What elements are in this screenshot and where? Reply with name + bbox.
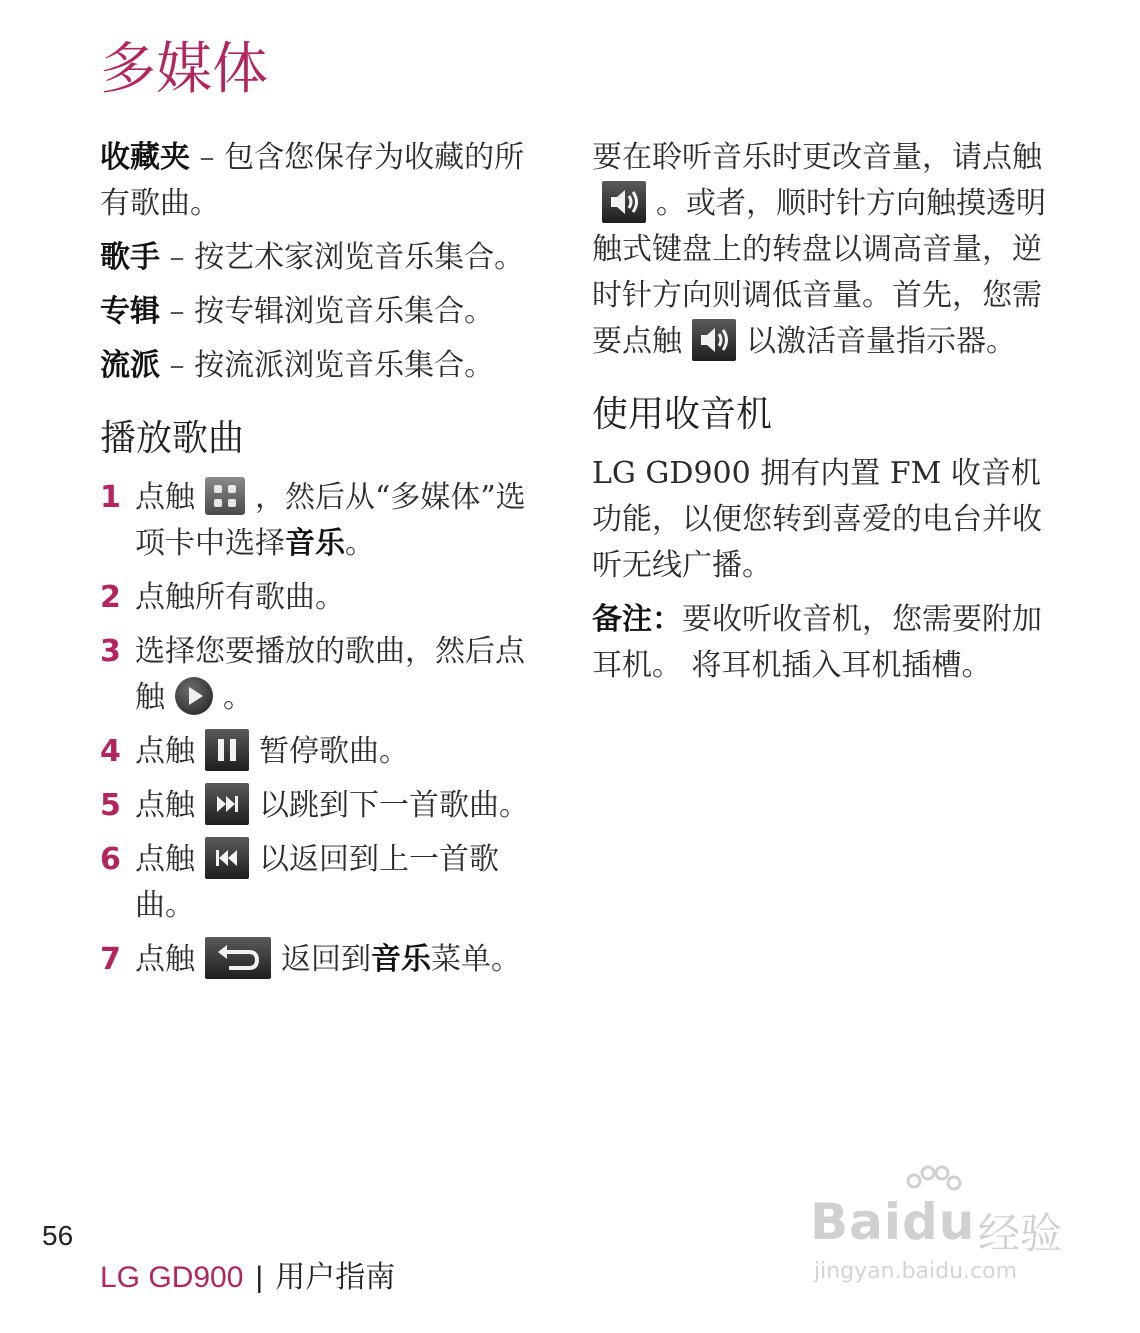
step-text: 点触: [135, 788, 195, 823]
step-number: 6: [100, 842, 121, 877]
step-number: 2: [100, 580, 121, 615]
step-number: 7: [100, 942, 121, 977]
watermark-url: jingyan.baidu.com: [814, 1259, 1018, 1284]
note-text: 要收听收音机，您需要附加耳机。 将耳机插入耳机插槽。: [592, 602, 1042, 683]
step-number: 5: [100, 788, 121, 823]
definition-desc: 按专辑浏览音乐集合。: [194, 294, 495, 329]
volume-icon: [692, 319, 736, 361]
play-icon: [175, 677, 213, 715]
step-text: 。: [223, 680, 253, 715]
definition-term: 收藏夹: [100, 140, 190, 175]
step-number: 4: [100, 734, 121, 769]
step-3: [100, 629, 550, 721]
right-column: [592, 135, 1052, 697]
footer-guide: 用户指南: [275, 1260, 396, 1295]
menu-grid-icon: [205, 477, 245, 515]
play-steps-list: [100, 475, 550, 983]
page-number: 56: [42, 1220, 74, 1251]
radio-paragraph: LG GD900 拥有内置 FM 收音机功能，以便您转到喜爱的电台并收听无线广播。: [592, 456, 1042, 583]
definition-desc: 按流派浏览音乐集合。: [194, 348, 495, 383]
definition-desc: 包含您保存为收藏的所有歌曲。: [100, 140, 525, 221]
note-paragraph: [592, 597, 1052, 689]
step-2: [100, 575, 550, 621]
footer-brand: LG GD900: [100, 1261, 244, 1294]
back-icon: [205, 937, 271, 979]
watermark-cn: 经验: [978, 1209, 1063, 1258]
footer-separator: |: [255, 1261, 264, 1294]
step-text: 点触: [135, 734, 195, 769]
note-label: 备注：: [592, 602, 682, 637]
pause-icon: [205, 729, 249, 771]
step-text: 暂停歌曲。: [259, 734, 409, 769]
radio-heading: 使用收音机: [592, 394, 773, 435]
definition-term: 歌手: [100, 240, 160, 275]
step-text: 菜单。: [431, 942, 521, 977]
previous-track-icon: [205, 837, 249, 879]
definition-desc: 按艺术家浏览音乐集合。: [194, 240, 525, 275]
watermark-logo: Baidu: [810, 1193, 976, 1251]
page-title: 多媒体: [100, 37, 268, 102]
definition-albums: [100, 289, 550, 335]
volume-text: 以激活音量指示器。: [746, 324, 1016, 359]
step-5: [100, 783, 550, 829]
definition-artists: [100, 235, 550, 281]
step-text: 以返回到上一首歌曲。: [135, 842, 499, 923]
step-text: 返回到: [281, 942, 371, 977]
dash: –: [169, 294, 185, 329]
step-text: 以跳到下一首歌曲。: [259, 788, 529, 823]
dash: –: [199, 140, 215, 175]
definition-favorites: [100, 135, 550, 227]
play-songs-heading: 播放歌曲: [100, 418, 245, 459]
step-text: 。: [345, 526, 375, 561]
volume-icon: [602, 181, 646, 223]
step-7: [100, 937, 550, 983]
left-column: [100, 135, 550, 991]
step-text: 点触: [135, 842, 195, 877]
footer: [100, 1252, 395, 1296]
dash: –: [169, 240, 185, 275]
step-text: 点触: [135, 942, 195, 977]
definition-term: 流派: [100, 348, 160, 383]
definition-term: 专辑: [100, 294, 160, 329]
step-bold: 音乐: [285, 526, 345, 561]
volume-paragraph: [592, 135, 1052, 365]
step-bold: 音乐: [371, 942, 431, 977]
step-4: [100, 729, 550, 775]
volume-text: 要在聆听音乐时更改音量，请点触: [592, 140, 1042, 175]
step-1: [100, 475, 550, 567]
step-text: 选择您要播放的歌曲，然后点触: [135, 634, 525, 715]
baidu-watermark: [810, 1165, 1080, 1285]
step-text: ，然后从“多媒体”选项卡中选择: [135, 480, 526, 561]
dash: –: [169, 348, 185, 383]
step-6: [100, 837, 550, 929]
step-number: 3: [100, 634, 121, 669]
step-text: 点触: [135, 480, 195, 515]
next-track-icon: [205, 783, 249, 825]
definition-genres: [100, 343, 550, 389]
volume-text: 。或者，顺时针方向触摸透明触式键盘上的转盘以调高音量，逆时针方向则调低音量。首先，您需要点触: [592, 186, 1046, 359]
step-number: 1: [100, 480, 121, 515]
step-text: 点触所有歌曲。: [135, 580, 345, 615]
